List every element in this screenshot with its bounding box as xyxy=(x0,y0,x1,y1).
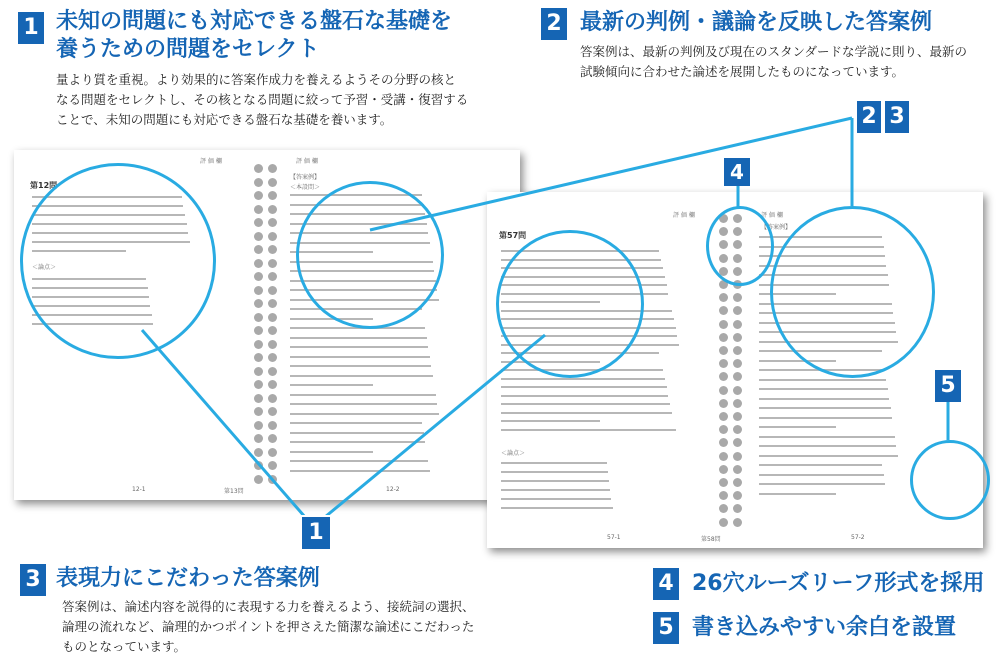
left-sheet-answer-label: 【答案例】 xyxy=(290,174,321,181)
feature-5-title: 書き込みやすい余白を設置 xyxy=(692,615,957,640)
right-sheet-topics-label: ＜論点＞ xyxy=(501,450,526,457)
highlight-circle-left-answer xyxy=(296,181,444,329)
feature-4-title: 26穴ルーズリーフ形式を採用 xyxy=(692,571,985,596)
right-sheet-footer-mid: 第58問 xyxy=(701,536,721,543)
feature-2-desc-line-1: 答案例は、最新の判例及び現在のスタンダードな学説に則り、最新の xyxy=(580,44,968,59)
right-sheet-header-right: 評 価 欄 xyxy=(761,212,783,219)
connector-line xyxy=(325,335,545,517)
left-sheet-topics-label: ＜論点＞ xyxy=(32,264,57,271)
feature-3-description xyxy=(62,597,475,657)
left-sheet-header-left: 評 価 欄 xyxy=(200,158,222,165)
connector-line xyxy=(142,330,305,517)
left-sheet-problem-label: 第12問 xyxy=(30,181,58,190)
callout-badge-2: 2 xyxy=(857,101,881,133)
right-sheet-footer-left: 57-1 xyxy=(607,534,621,541)
feature-2-title: 最新の判例・議論を反映した答案例 xyxy=(580,10,933,35)
feature-1-title-line-1: 未知の問題にも対応できる盤石な基礎を xyxy=(56,9,453,34)
left-sheet-section-label: ＜本設問＞ xyxy=(290,184,321,191)
feature-3-number-badge: 3 xyxy=(20,564,46,596)
highlight-circle-right-problem xyxy=(496,230,644,378)
feature-4-number-badge: 4 xyxy=(653,568,679,600)
feature-3-desc-line-1: 答案例は、論述内容を説得的に表現する力を養えるよう、接続詞の選択、 xyxy=(62,599,475,614)
highlight-circle-margin xyxy=(910,440,990,520)
feature-5-number-badge: 5 xyxy=(653,612,679,644)
highlight-circle-binder-holes xyxy=(706,206,774,286)
right-sheet-answer-label: 【答案例】 xyxy=(761,224,792,231)
callout-badge-5: 5 xyxy=(935,370,961,402)
feature-1-desc-line-1: 量より質を重視。より効果的に答案作成力を養えるようその分野の核と xyxy=(56,72,457,87)
feature-3-desc-line-2: 論理の流れなど、論理的かつポイントを押さえた簡潔な論述にこだわった xyxy=(62,619,475,634)
left-sheet-footer-left: 12-1 xyxy=(132,486,146,493)
left-sheet-footer-mid: 第13問 xyxy=(224,488,244,495)
feature-1-title-line-2: 養うための問題をセレクト xyxy=(56,37,320,62)
feature-1-number-badge: 1 xyxy=(18,12,44,44)
feature-1-desc-line-3: ことで、未知の問題にも対応できる盤石な基礎を養います。 xyxy=(56,112,393,127)
left-sheet-header-right: 評 価 欄 xyxy=(296,158,318,165)
right-sheet-problem-label: 第57問 xyxy=(499,231,527,240)
callout-badge-1: 1 xyxy=(300,515,332,551)
callout-badge-3: 3 xyxy=(885,101,909,133)
right-sheet-footer-right: 57-2 xyxy=(851,534,865,541)
feature-3-desc-line-3: ものとなっています。 xyxy=(62,639,187,654)
left-sheet-footer-right: 12-2 xyxy=(386,486,400,493)
highlight-circle-left-problem xyxy=(20,163,216,359)
right-sheet-header-left: 評 価 欄 xyxy=(673,212,695,219)
callout-badge-4: 4 xyxy=(724,158,750,186)
feature-3-title: 表現力にこだわった答案例 xyxy=(56,566,320,591)
feature-2-number-badge: 2 xyxy=(541,8,567,40)
feature-1-desc-line-2: なる問題をセレクトし、その核となる問題に絞って予習・受講・復習する xyxy=(56,92,469,107)
highlight-circle-right-answer xyxy=(770,206,935,378)
connector-line xyxy=(370,118,852,230)
feature-2-desc-line-2: 試験傾向に合わせた論述を展開したものになっています。 xyxy=(580,64,905,79)
